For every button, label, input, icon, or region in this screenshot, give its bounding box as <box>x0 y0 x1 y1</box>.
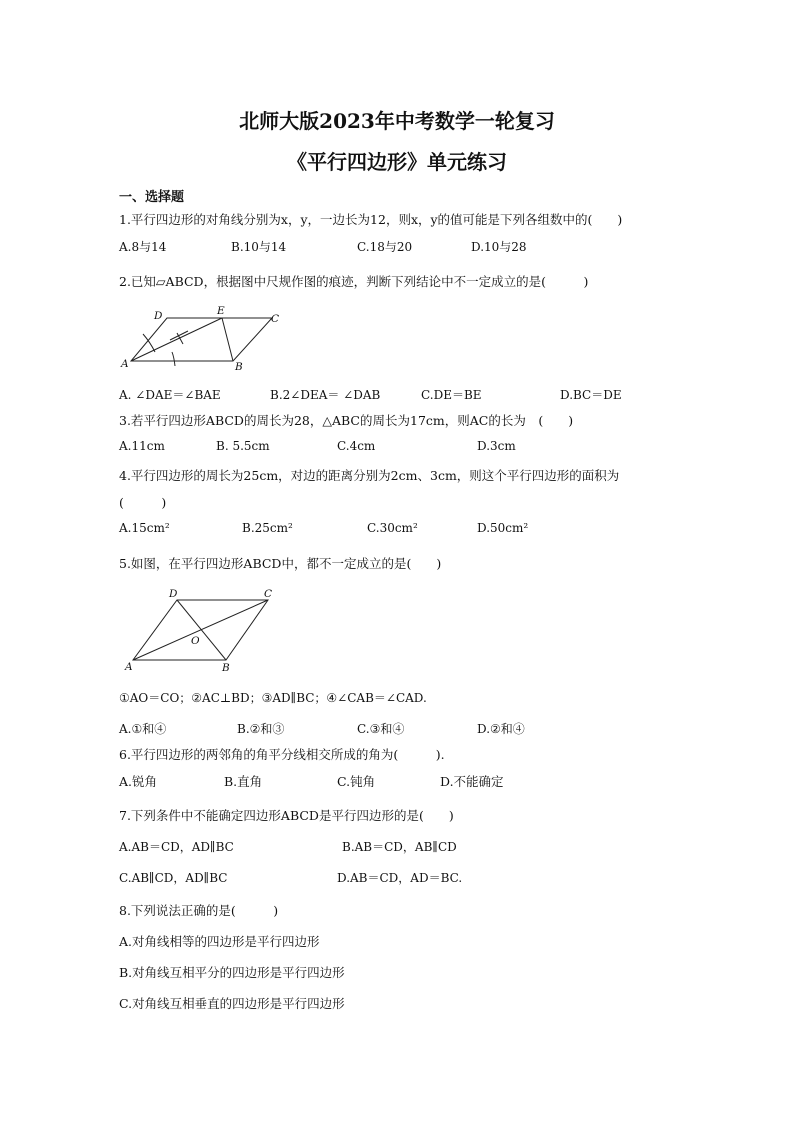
label-e: E <box>217 305 225 317</box>
label-c: C <box>271 313 280 325</box>
question-2-option-d: D.BC＝DE <box>560 388 622 402</box>
question-6-option-a: A.锐角 <box>119 774 158 789</box>
question-5-stem: 5.如图，在平行四边形ABCD中，都不一定成立的是( ) <box>119 556 442 571</box>
label-o: O <box>191 635 200 647</box>
label-b: B <box>222 662 230 674</box>
question-4-stem-blank: ( ) <box>119 495 167 510</box>
label-d: D <box>169 588 178 600</box>
question-1-stem: 1.平行四边形的对角线分别为x，y，一边长为12，则x，y的值可能是下列各组数中的( ) <box>119 212 623 227</box>
question-5-option-c: C.③和④ <box>357 722 405 736</box>
question-6-option-b: B.直角 <box>224 774 263 789</box>
page-subtitle: 《平行四边形》单元练习 <box>287 150 507 174</box>
question-5-conditions: ①AO＝CO；②AC⊥BD；③AD∥BC；④∠CAB＝∠CAD. <box>119 691 427 705</box>
question-8-option-a: A.对角线相等的四边形是平行四边形 <box>119 934 320 949</box>
question-4-option-b: B.25cm² <box>242 521 293 535</box>
question-2-option-b: B.2∠DEA＝ ∠DAB <box>270 388 381 402</box>
question-3-option-d: D.3cm <box>477 439 516 453</box>
diagonal-ac <box>133 600 268 660</box>
page-title: 北师大版2023年中考数学一轮复习 <box>239 109 555 133</box>
question-8-stem: 8.下列说法正确的是( ) <box>119 903 279 918</box>
question-4-stem: 4.平行四边形的周长为25cm，对边的距离分别为2cm、3cm，则这个平行四边形的面积为 <box>119 468 620 483</box>
question-3-option-c: C.4cm <box>337 439 376 453</box>
question-2-option-a: A. ∠DAE＝∠BAE <box>119 388 221 402</box>
label-a: A <box>121 358 129 370</box>
question-5-option-a: A.①和④ <box>119 722 167 736</box>
question-6-stem: 6.平行四边形的两邻角的角平分线相交所成的角为( ). <box>119 747 445 762</box>
question-6-option-d: D.不能确定 <box>440 774 504 789</box>
question-7-option-c: C.AB∥CD，AD∥BC <box>119 871 228 885</box>
label-c: C <box>264 588 273 600</box>
question-8-option-c: C.对角线互相垂直的四边形是平行四边形 <box>119 996 345 1011</box>
label-d: D <box>154 310 163 322</box>
question-2-stem: 2.已知▱ABCD，根据图中尺规作图的痕迹，判断下列结论中不一定成立的是( ) <box>119 274 589 289</box>
question-5-option-b: B.②和③ <box>237 722 285 736</box>
question-7-stem: 7.下列条件中不能确定四边形ABCD是平行四边形的是( ) <box>119 808 454 823</box>
diagonal-bd <box>177 600 226 660</box>
question-5-option-d: D.②和④ <box>477 722 525 736</box>
question-4-option-d: D.50cm² <box>477 521 529 535</box>
question-7-option-d: D.AB＝CD，AD＝BC. <box>337 871 463 885</box>
question-3-option-a: A.11cm <box>119 439 165 453</box>
label-a: A <box>125 661 133 673</box>
question-4-option-a: A.15cm² <box>119 521 170 535</box>
question-1-option-c: C.18与20 <box>357 240 413 254</box>
question-3-option-b: B. 5.5cm <box>216 439 270 453</box>
question-1-option-a: A.8与14 <box>119 240 167 254</box>
question-4-option-c: C.30cm² <box>367 521 418 535</box>
question-1-option-d: D.10与28 <box>471 240 527 254</box>
question-2-option-c: C.DE＝BE <box>421 388 482 402</box>
label-b: B <box>235 361 243 373</box>
question-3-stem: 3.若平行四边形ABCD的周长为28，△ABC的周长为17cm，则AC的长为 ( ) <box>119 413 574 428</box>
question-7-option-b: B.AB＝CD，AB∥CD <box>342 840 457 854</box>
question-8-option-b: B.对角线互相平分的四边形是平行四边形 <box>119 965 345 980</box>
section-heading: 一、选择题 <box>119 190 185 205</box>
question-1-option-b: B.10与14 <box>231 240 287 254</box>
question-7-option-a: A.AB＝CD，AD∥BC <box>119 840 234 854</box>
question-6-option-c: C.钝角 <box>337 774 376 789</box>
